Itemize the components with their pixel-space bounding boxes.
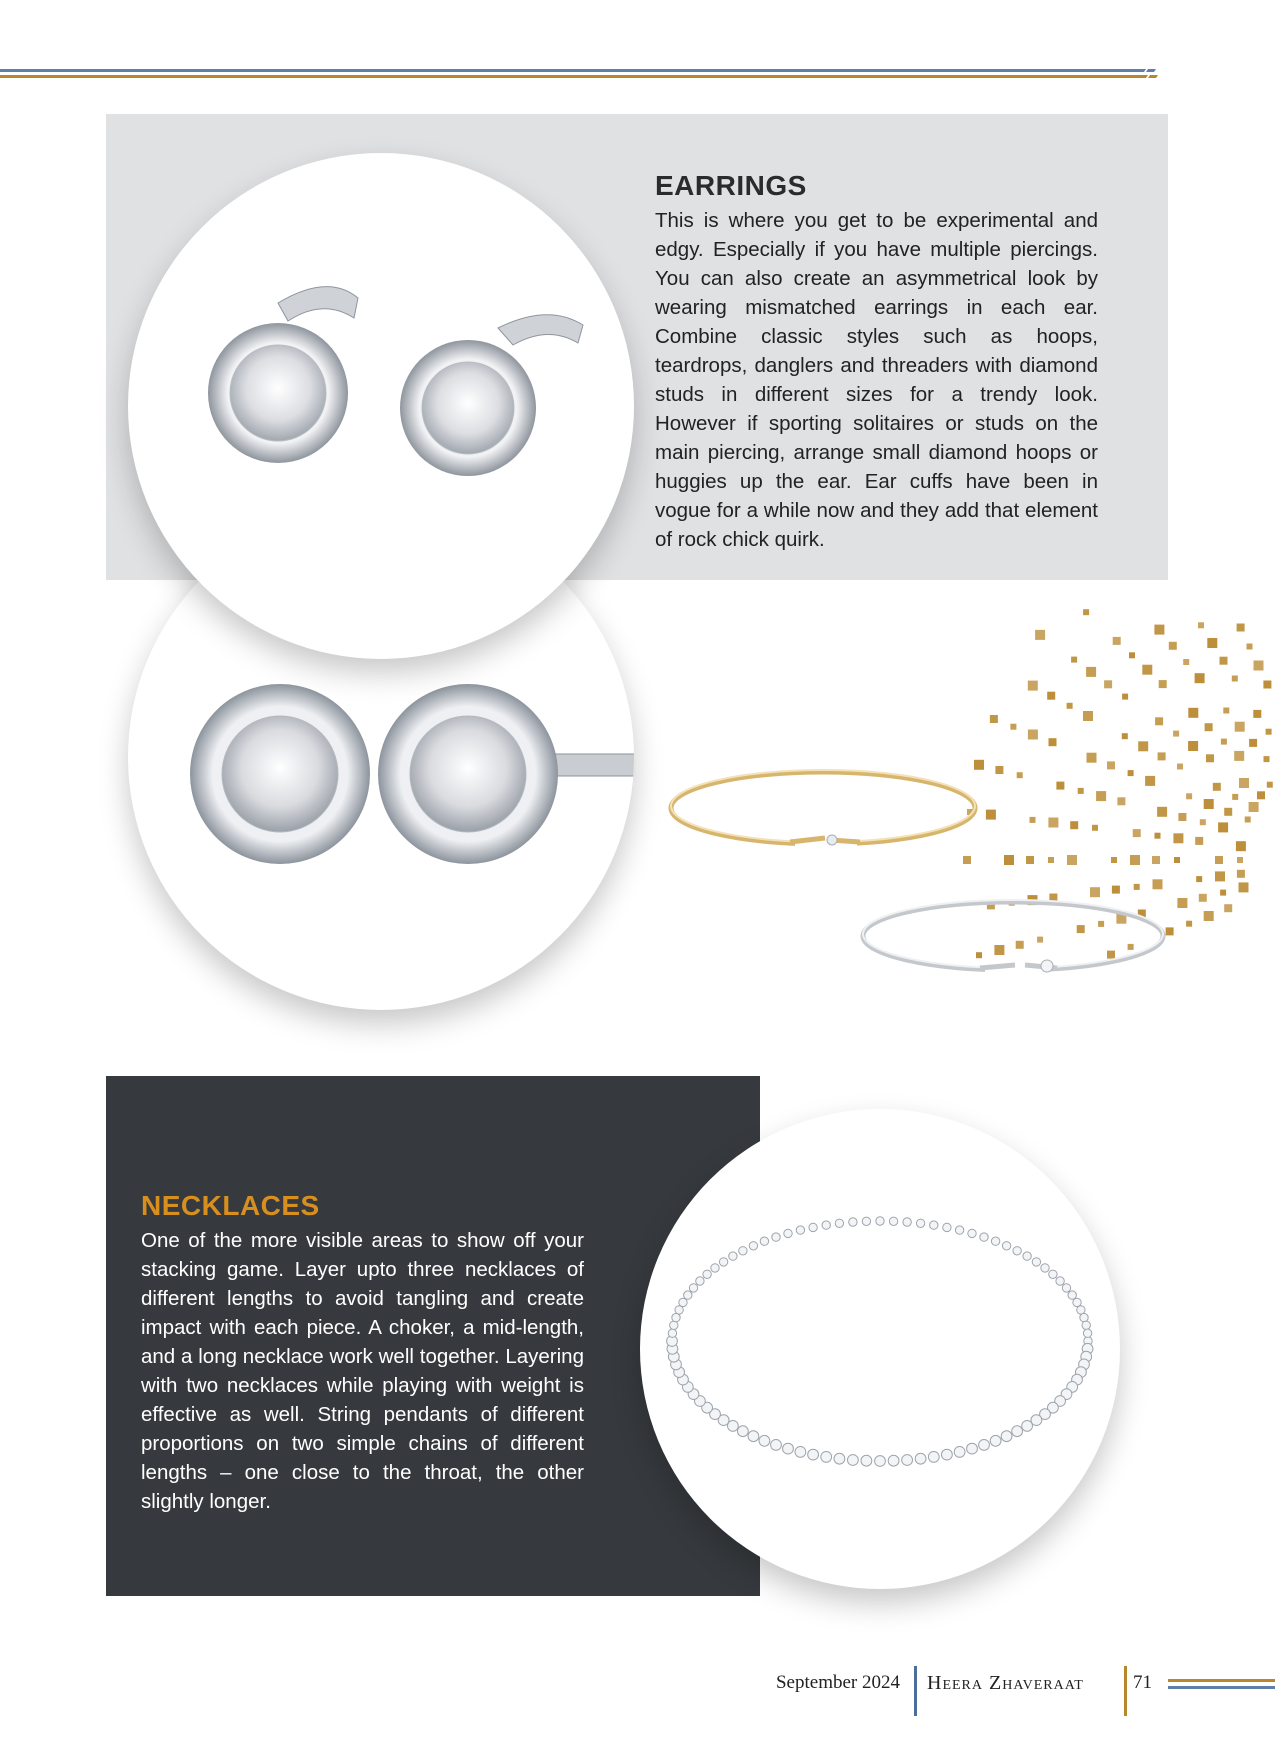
necklace-stone: [1080, 1313, 1088, 1321]
sunburst-dot: [1049, 738, 1057, 746]
necklace-stone: [968, 1229, 976, 1237]
necklace-stone: [760, 1237, 768, 1245]
sunburst-dot: [1215, 871, 1225, 881]
sunburst-dot: [1086, 667, 1096, 677]
sunburst-dot: [1206, 754, 1214, 762]
sunburst-dot: [1083, 711, 1093, 721]
necklace-stone: [672, 1313, 680, 1321]
sunburst-dot: [1215, 856, 1223, 864]
necklace-stone: [1082, 1321, 1090, 1329]
sunburst-dot: [1237, 624, 1245, 632]
necklace-stone: [668, 1329, 676, 1337]
sunburst-dot: [1122, 694, 1128, 700]
sunburst-dot: [1223, 708, 1229, 714]
sunburst-dot: [1239, 882, 1249, 892]
necklace-stone: [1022, 1421, 1033, 1432]
necklace-stone: [1012, 1426, 1023, 1437]
sunburst-dot: [1113, 637, 1121, 645]
necklace-stone: [689, 1284, 697, 1292]
necklace-stone: [772, 1233, 780, 1241]
footer-date: September 2024: [775, 1672, 900, 1693]
necklace-stone: [1068, 1291, 1076, 1299]
necklace-stone: [861, 1455, 872, 1466]
sunburst-dot: [1083, 609, 1089, 615]
necklace-stone: [980, 1233, 988, 1241]
sunburst-dot: [1204, 799, 1214, 809]
sunburst-dot: [1220, 890, 1226, 896]
necklace-stone: [979, 1440, 990, 1451]
necklace-stone: [876, 1217, 884, 1225]
necklace-stone: [759, 1435, 770, 1446]
sunburst-dot: [1213, 783, 1221, 791]
sunburst-dot: [1264, 756, 1270, 762]
sunburst-dot: [1224, 808, 1232, 816]
sunburst-dot: [1221, 739, 1227, 745]
sunburst-dot: [1142, 665, 1152, 675]
necklace-stone: [783, 1443, 794, 1454]
sunburst-dot: [1010, 724, 1016, 730]
page-number: 71: [1133, 1672, 1152, 1693]
necklace-photo: [640, 1109, 1120, 1589]
necklace-stone: [808, 1449, 819, 1460]
sunburst-dot: [1266, 729, 1272, 735]
header-rule-gold: [0, 75, 1145, 78]
sunburst-dot: [1188, 741, 1198, 751]
necklace-stone: [1001, 1431, 1012, 1442]
necklace-stone: [822, 1221, 830, 1229]
sunburst-dot: [990, 715, 998, 723]
necklace-stone: [738, 1426, 749, 1437]
necklace-stone: [679, 1298, 687, 1306]
necklace-stone: [1062, 1284, 1070, 1292]
necklace-stone: [795, 1447, 806, 1458]
sunburst-dot: [1035, 630, 1045, 640]
sunburst-dot: [1220, 657, 1228, 665]
sunburst-dot: [1186, 793, 1192, 799]
necklace-stone: [1023, 1252, 1031, 1260]
necklace-stone: [835, 1219, 843, 1227]
necklace-stone: [821, 1452, 832, 1463]
necklace-stone: [888, 1455, 899, 1466]
necklace-stone: [955, 1226, 963, 1234]
sunburst-dot: [1104, 680, 1112, 688]
necklace-stone: [849, 1218, 857, 1226]
necklace-stone: [903, 1218, 911, 1226]
sunburst-dot: [1138, 741, 1148, 751]
necklaces-section: [141, 1188, 584, 1516]
necklace-stone: [848, 1455, 859, 1466]
necklace-stone: [862, 1217, 870, 1225]
necklace-stone: [990, 1435, 1001, 1446]
header-rule-blue: [0, 69, 1138, 72]
sunburst-dot: [1028, 730, 1038, 740]
sunburst-dot: [1169, 642, 1177, 650]
sunburst-dot: [1178, 813, 1186, 821]
necklace-stone: [1056, 1277, 1064, 1285]
necklace-stone: [748, 1431, 759, 1442]
necklace-stone: [834, 1453, 845, 1464]
necklace-stone: [739, 1247, 747, 1255]
sunburst-dot: [1028, 681, 1038, 691]
necklace-stone: [875, 1456, 886, 1467]
footer-publication: Heera Zhaveraat: [927, 1672, 1084, 1694]
sunburst-dot: [1218, 822, 1228, 832]
necklaces-body: One of the more visible areas to show off your stacking game. Layer upto three necklaces of different lengths to avoid tangling and create impact with each piece. A choker, a mid-length, and a long necklace work well together. Layering with two necklaces while playing with weight is effective as well. String pendants of different proportions on two simple chains of different lengths – one close to the throat, the other slightly longer.: [141, 1229, 584, 1513]
necklace-stone: [930, 1221, 938, 1229]
earrings-section: [655, 168, 1098, 554]
sunburst-dot: [1204, 911, 1214, 921]
sunburst-dot: [1155, 717, 1163, 725]
necklace-stone: [1077, 1306, 1085, 1314]
sunburst-dot: [1183, 659, 1189, 665]
necklace-stone: [784, 1229, 792, 1237]
sunburst-dot: [1177, 764, 1183, 770]
necklaces-heading: NECKLACES: [141, 1190, 320, 1221]
sunburst-dot: [1239, 778, 1249, 788]
diamond-necklace-image: [640, 1109, 1120, 1589]
footer-divider-gold: [1124, 1666, 1127, 1716]
necklace-stone: [915, 1453, 926, 1464]
sunburst-dot: [1129, 652, 1135, 658]
sunburst-dot: [1177, 898, 1187, 908]
sunburst-dot: [1198, 622, 1204, 628]
necklace-stone: [684, 1291, 692, 1299]
sunburst-dot: [1188, 708, 1198, 718]
necklace-stone: [942, 1449, 953, 1460]
sunburst-dot: [1205, 723, 1213, 731]
sunburst-dot: [1249, 802, 1259, 812]
sunburst-dot: [1237, 857, 1243, 863]
sunburst-dot: [1195, 673, 1205, 683]
sunburst-dot: [1159, 680, 1167, 688]
sunburst-dot: [1247, 644, 1253, 650]
footer-rule-gold: [1168, 1679, 1275, 1682]
sunburst-dot: [1254, 661, 1264, 671]
footer-rule-blue: [1168, 1686, 1275, 1689]
necklace-stone: [719, 1258, 727, 1266]
sunburst-dot: [1154, 625, 1164, 635]
necklace-stone: [1013, 1247, 1021, 1255]
necklace-stone: [991, 1237, 999, 1245]
sunburst-dot: [1236, 841, 1246, 851]
earrings-heading: EARRINGS: [655, 170, 807, 201]
sunburst-dot: [1267, 782, 1273, 788]
sunburst-dot: [1245, 817, 1251, 823]
sunburst-dot: [1257, 791, 1265, 799]
sunburst-dot: [1235, 722, 1245, 732]
sunburst-dot: [1071, 657, 1077, 663]
stud-earrings-side-image: [128, 153, 634, 659]
sunburst-dot: [1237, 870, 1245, 878]
necklace-stone: [889, 1217, 897, 1225]
sunburst-dot: [1200, 819, 1206, 825]
footer-divider-blue: [914, 1666, 917, 1716]
sunburst-dot: [1186, 921, 1192, 927]
necklace-stone: [670, 1321, 678, 1329]
necklace-stone: [916, 1219, 924, 1227]
earrings-photo-side: [128, 153, 634, 659]
sunburst-dot: [1224, 904, 1232, 912]
sunburst-dot: [1173, 731, 1179, 737]
sunburst-dot: [1263, 681, 1271, 689]
necklace-stone: [902, 1455, 913, 1466]
necklace-stone: [809, 1223, 817, 1231]
sunburst-dot: [1122, 733, 1128, 739]
necklace-stone: [928, 1452, 939, 1463]
sunburst-dot: [1232, 794, 1238, 800]
sunburst-dot: [1232, 676, 1238, 682]
earrings-body: This is where you get to be experimental and edgy. Especially if you have multiple piercings. You can also create an asymmetrical look by wearing mismatched earrings in each ear. Combine classic styles such as hoops, teardrops, danglers and threaders with diamond studs in different sizes for a trendy look. However if sporting solitaires or studs on the main piercing, arrange small diamond hoops or huggies up the ear. Ear cuffs have been in vogue for a while now and they add that element of rock chick quirk.: [655, 209, 1098, 551]
necklace-stone: [1032, 1258, 1040, 1266]
sunburst-dot: [1207, 638, 1217, 648]
sunburst-dot: [1234, 751, 1244, 761]
necklace-stone: [696, 1277, 704, 1285]
sunburst-dot: [1196, 876, 1202, 882]
sunburst-dot: [1195, 837, 1203, 845]
sunburst-dot: [1253, 710, 1261, 718]
sunburst-dot: [1199, 894, 1207, 902]
necklace-stone: [1049, 1270, 1057, 1278]
necklace-stone: [729, 1252, 737, 1260]
necklace-stone: [1041, 1264, 1049, 1272]
bangles-image: [665, 760, 1175, 1000]
necklace-stone: [943, 1223, 951, 1231]
necklace-stone: [1083, 1329, 1091, 1337]
necklace-stone: [771, 1440, 782, 1451]
necklace-stone: [749, 1242, 757, 1250]
sunburst-dot: [1067, 703, 1073, 709]
necklace-stone: [954, 1447, 965, 1458]
necklace-stone: [967, 1443, 978, 1454]
necklace-stone: [1002, 1242, 1010, 1250]
sunburst-dot: [1047, 692, 1055, 700]
header-rule-end-icon: [1136, 66, 1166, 80]
necklace-stone: [711, 1264, 719, 1272]
sunburst-dot: [1249, 739, 1257, 747]
necklace-stone: [703, 1270, 711, 1278]
necklace-stone: [796, 1226, 804, 1234]
